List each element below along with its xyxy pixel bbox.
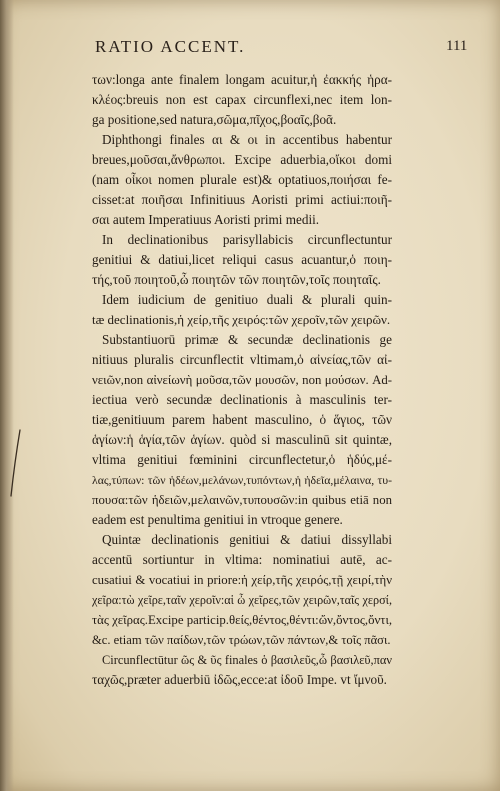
text-line: ταχῶς,præter aduerbiū ἰδῶς,ecce:at ἰδοῦ Impe. vt ἴμνοῦ. [92,672,387,687]
text-line: accentū sortiuntur in vltima: nominatiui autē, ac- [92,552,392,567]
text-line: tæ declinationis,ἡ χείρ,τῆς χειρός:τῶν χεροῖν,τῶν χειρῶν. [92,312,391,327]
text-line: vltima genitiui fœminini circunflectetur,ὁ ἡδύς,μέ- [92,452,392,467]
text-line: των:longa ante finalem longam acuitur,ἡ ἐακκής ἡρα- [92,72,392,87]
text-line: Quintæ declinationis genitiui & datiui dissyllabi [102,532,392,547]
text-line: &c. etiam τῶν παίδων,τῶν τρώων,τῶν πάντων,& τοῖς πᾶσι. [92,633,391,647]
text-line: σαι autem Imperatiuus Aoristi primi medii. [92,212,320,227]
marginal-pen-mark [8,428,24,498]
text-line: Substantiuorū primæ & secundæ declinationis ge [102,332,392,347]
page-number: 111 [446,38,468,54]
text-line: Idem iudicium de genitiuo duali & plurali quin- [102,292,392,307]
text-line: breues,μοῦσαι,ἄνθρωποι. Excipe aduerbia,οἴκοι domi [92,152,392,167]
text-line: cusatiui & vocatiui in priore:ἡ χείρ,τῆς χειρός,τῇ χειρί,τὴν [92,573,392,587]
text-line: ga positione,sed natura,σῶμα,πῖχος,βοαῖς,βοᾶ. [92,112,337,127]
text-line: eadem est penultima genitiui in vtroque genere. [92,512,343,527]
text-line: τὰς χεῖρας.Excipe particip.θείς,θέντος,θέντι:ὤν,ὄντος,ὄντι, [92,613,393,627]
text-line: πουσα:τῶν ἡδειῶν,μελαινῶν,τυπουσῶν:in quibus etiā non [92,493,392,507]
text-line: Circunflectūtur ῶς & ῦς finales ὁ βασιλεῦς,ὦ βασιλεῦ,παν [102,653,392,667]
binding-gutter [0,0,14,791]
text-line: (nam οἶκοι nomen plurale est)& optatiuos,ποιήσαι fe- [92,172,392,187]
text-line: κλέος:breuis non est capax circunflexi,nec item lon- [92,92,392,107]
text-line: cisset:at ποιῆσαι Infinitiuus Aoristi primi actiui:ποιῆ- [92,192,392,207]
text-line: ἁγίων:ἡ ἁγία,τῶν ἁγίων. quòd si masculinū sit quintæ, [92,432,392,447]
body-text [92,70,392,690]
text-line: χεῖρα:τὼ χεῖρε,ταῖν χεροῖν:αἱ ὦ χεῖρες,τῶν χειρῶν,ταῖς χερσί, [92,593,392,607]
text-line: νειῶν,non αἰνείωνὴ μοῦσα,τῶν μουσῶν, non μούσων. Ad- [92,373,392,387]
text-line: λας,τύπων: τῶν ἡδέων,μελάνων,τυπόντων,ἡ ἡδεῖα,μέλαινα, τυ- [92,473,392,487]
text-line: nitiuus pluralis circunflectit vltimam,ὁ αἰνείας,τῶν αἰ- [92,352,392,367]
text-line: In declinationibus parisyllabicis circunflectuntur [102,232,392,247]
text-line: Diphthongi finales αι & οι in accentibus habentur [102,132,392,147]
text-line: τής,τοῦ ποιητοῦ,ὦ ποιητῶν τῶν ποιητῶν,τοῖς ποιηταῖς. [92,272,381,287]
running-head: RATIO ACCENT. [95,37,246,56]
text-line: iectiua verò secundæ declinationis à masculinis ter- [92,392,392,407]
text-line: tiæ,genitiuum parem habent masculino, ὁ ἅγιος, τῶν [92,412,392,427]
text-line: genitiui & datiui,licet reliqui casus acuantur,ὁ ποιη- [92,252,392,267]
